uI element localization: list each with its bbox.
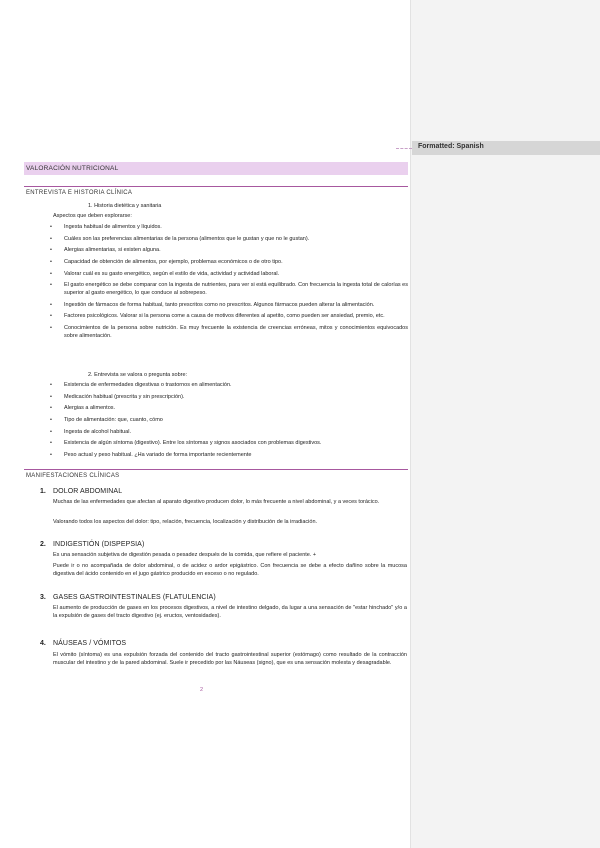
section-rule (24, 186, 408, 187)
paragraph: El vómito (síntoma) es una expulsión forzada del contenido del tracto gastrointestinal superior (estómago) como resultado de la contracción muscular del intestino y de la pared abdominal. Suele ir precedido por las Náuseas (signo), que es una sensación molesta y desagradable. (53, 652, 407, 666)
heading-indigestion: INDIGESTIÓN (DISPEPSIA) (53, 541, 145, 548)
list-item: • Medicación habitual (prescrita y sin prescripción). (50, 394, 408, 402)
paragraph: Puede ir o no acompañada de dolor abdominal, o de acidez o ardor epigástrico. Con frecuencia se debe a efecto dañino sobre la mucosa digestiva del ácido contenido en el jugo gástrico producido en exceso o no regulado. (53, 563, 407, 577)
list-item: • Tipo de alimentación: que, cuanto, cómo (50, 417, 408, 425)
section-heading-manifestaciones: MANIFESTACIONES CLÍNICAS (26, 473, 120, 479)
aspects-list (50, 224, 408, 344)
paragraph: Muchas de las enfermedades que afectan al aparato digestivo producen dolor, lo más frecuente a nivel abdominal, y a veces torácico. (53, 499, 380, 505)
list-item: • Conocimientos de la persona sobre nutrición. Es muy frecuente la existencia de creencias erróneas, mitos y conocimientos equivocados sobre alimentación. (50, 325, 408, 340)
list-item: • Alergias alimentarias, si existen alguna. (50, 247, 408, 255)
list-item: • Existencia de enfermedades digestivas o trastornos en alimentación. (50, 382, 408, 390)
comment-connector (396, 148, 412, 149)
section-rule (24, 469, 408, 470)
paragraph: Valorando todos los aspectos del dolor: tipo, relación, frecuencia, localización y distribución de la irradiación. (53, 519, 318, 525)
subheading-historia: 1. Historia dietética y sanitaria (88, 203, 162, 209)
paragraph: Es una sensación subjetiva de digestión pesada o pesadez después de la comida, que refiere el paciente. + (53, 552, 317, 558)
list-item: • Capacidad de obtención de alimentos, por ejemplo, problemas económicos o de otro tipo. (50, 259, 408, 267)
intro-text: Aspectos que deben explorarse: (53, 213, 132, 219)
heading-number: 3. (40, 594, 46, 601)
comment-pane (410, 0, 600, 848)
list-item: • Ingesta habitual de alimentos y líquidos. (50, 224, 408, 232)
page-number: 2 (200, 687, 204, 693)
list-item: • Alergias a alimentos. (50, 405, 408, 413)
heading-number: 2. (40, 541, 46, 548)
heading-nauseas-vomitos: NÁUSEAS / VÓMITOS (53, 640, 127, 647)
list-item: • Factores psicológicos. Valorar si la persona come a causa de motivos diferentes al apetito, como pueden ser ansiedad, premio, etc. (50, 313, 408, 321)
interview-list (50, 382, 408, 464)
document-title: VALORACIÓN NUTRICIONAL (26, 165, 119, 172)
list-item: • Ingestión de fármacos de forma habitual, tanto prescritos como no prescritos. Algunos fármacos pueden alterar la alimentación. (50, 302, 408, 310)
list-item: • Existencia de algún síntoma (digestivo). Entre los síntomas y signos asociados con problemas digestivos. (50, 440, 408, 448)
section-heading-entrevista: ENTREVISTA E HISTORIA CLÍNICA (26, 190, 133, 196)
subheading-entrevista: 2. Entrevista se valora o pregunta sobre: (88, 372, 188, 378)
heading-number: 1. (40, 488, 46, 495)
heading-gases: GASES GASTROINTESTINALES (FLATULENCIA) (53, 594, 216, 601)
heading-number: 4. (40, 640, 46, 647)
list-item: • Cuáles son las preferencias alimentarias de la persona (alimentos que le gustan y que no le gustan). (50, 236, 408, 244)
list-item: • Valorar cuál es su gasto energético, según el estilo de vida, actividad y actividad laboral. (50, 271, 408, 279)
list-item: • Peso actual y peso habitual. ¿Ha variado de forma importante recientemente (50, 452, 408, 460)
comment-label: Formatted: Spanish (418, 143, 484, 150)
paragraph: El aumento de producción de gases en los procesos digestivos, a nivel de intestino delgado, da lugar a una sensación de "estar hinchado" y/o a la expulsión de gases del tracto digestivo (ej. eructos, ventosidades). (53, 605, 407, 619)
list-item: • El gasto energético se debe comparar con la ingesta de nutrientes, para ver si está equilibrado. Con frecuencia la ingesta total de calorías es superior al gasto energético, lo que conduce al sobrepeso. (50, 282, 408, 297)
heading-dolor-abdominal: DOLOR ABDOMINAL (53, 488, 123, 495)
list-item: • Ingesta de alcohol habitual. (50, 429, 408, 437)
